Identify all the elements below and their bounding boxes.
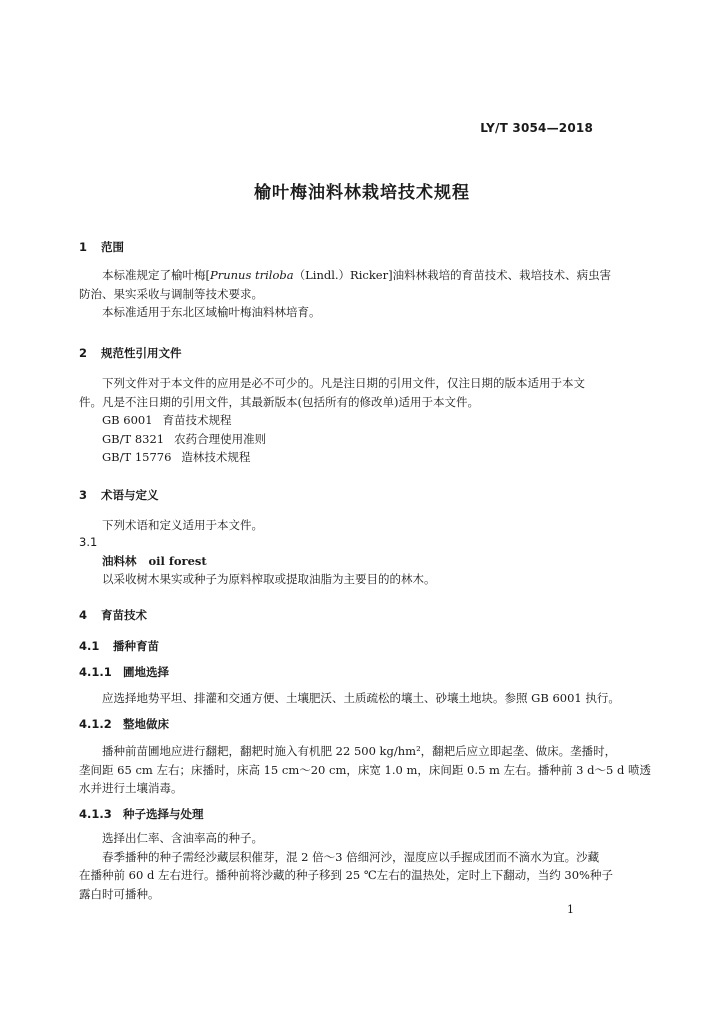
reference-code: GB 6001	[102, 413, 153, 427]
reference-title: 造林技术规程	[181, 450, 251, 464]
text-line: 件。凡是不注日期的引用文件，其最新版本(包括所有的修改单)适用于本文件。	[79, 394, 479, 409]
section-number: 2	[79, 346, 88, 360]
section-number: 3	[79, 488, 88, 502]
section-2-paragraph-1	[79, 374, 605, 411]
text-line: 应选择地势平坦、排灌和交通方便、土壤肥沃、土质疏松的壤土、砂壤土地块。参照 GB 6001 执行。	[102, 691, 620, 705]
section-number: 1	[79, 240, 88, 254]
section-number: 4	[79, 608, 88, 622]
page-number: 1	[567, 903, 574, 916]
section-4-1-heading	[79, 638, 159, 654]
term-number: 3.1	[79, 535, 98, 549]
text-line: 春季播种的种子需经沙藏层积催芽，混 2 倍～3 倍细河沙，湿度应以手握成团而不滴水为宜。沙藏	[102, 849, 600, 864]
text-line: 垄间距 65 cm 左右；床播时，床高 15 cm～20 cm，床宽 1.0 m，床间距 0.5 m 左右。播种前 3 d～5 d 喷透	[79, 762, 652, 777]
text-line: 播种前苗圃地应进行翻耙，翻耙时施入有机肥 22 500 kg/hm²，翻耙后应立即起垄、做床。垄播时，	[102, 744, 617, 758]
reference-code: GB/T 15776	[102, 450, 172, 464]
term-english: oil forest	[148, 554, 207, 568]
section-4-1-3-paragraph	[79, 829, 613, 903]
text-line: 以采收树木果实或种子为原料榨取或提取油脂为主要目的的林木。	[102, 572, 436, 586]
latin-name: Prunus triloba	[210, 268, 294, 282]
reference-title: 育苗技术规程	[162, 413, 232, 427]
section-title: 术语与定义	[101, 488, 159, 502]
section-4-1-1-paragraph	[79, 689, 620, 708]
document-title: 榆叶梅油料林栽培技术规程	[254, 183, 470, 203]
section-1-paragraph-1	[79, 266, 612, 322]
section-4-1-2-paragraph	[79, 742, 652, 798]
section-number: 4.1.1	[79, 665, 112, 679]
reference-item	[102, 431, 266, 447]
text-line: 水并进行土壤消毒。	[79, 781, 183, 795]
section-title: 播种育苗	[113, 639, 160, 653]
section-number: 4.1.3	[79, 807, 112, 821]
section-4-1-3-heading	[79, 806, 204, 822]
section-4-1-2-heading	[79, 716, 169, 732]
text-line	[79, 266, 612, 285]
section-title: 整地做床	[123, 717, 170, 731]
section-3-heading	[79, 487, 159, 503]
text-line: 本标准适用于东北区域榆叶梅油料林培育。	[102, 305, 321, 319]
reference-code: GB/T 8321	[102, 432, 165, 446]
section-2-heading	[79, 345, 182, 361]
text-line: 选择出仁率、含油率高的种子。	[102, 831, 263, 845]
term-entry	[102, 553, 207, 569]
text-fragment: （Lindl.）Ricker]油料林栽培的育苗技术、栽培技术、病虫害	[293, 268, 612, 282]
reference-item	[102, 449, 250, 465]
section-4-1-1-heading	[79, 664, 169, 680]
section-4-heading	[79, 607, 147, 623]
text-line: 下列术语和定义适用于本文件。	[102, 518, 263, 532]
text-line: 在播种前 60 d 左右进行。播种前将沙藏的种子移到 25 ℃左右的温热处，定时上下翻动，当约 30%种子	[79, 868, 613, 882]
section-title: 圃地选择	[123, 665, 170, 679]
reference-title: 农药合理使用准则	[174, 432, 267, 446]
section-number: 4.1	[79, 639, 100, 653]
text-line: 露白时可播种。	[79, 886, 160, 901]
standard-code: LY/T 3054—2018	[480, 121, 593, 135]
text-line: 防治、果实采收与调制等技术要求。	[79, 286, 263, 301]
term-definition	[79, 570, 605, 589]
section-3-paragraph-1	[79, 516, 605, 535]
section-title: 种子选择与处理	[123, 807, 204, 821]
text-line: 下列文件对于本文件的应用是必不可少的。凡是注日期的引用文件，仅注日期的版本适用于本文	[102, 376, 585, 390]
text-fragment: 本标准规定了榆叶梅[	[102, 268, 210, 282]
section-1-heading	[79, 239, 124, 255]
section-title: 育苗技术	[101, 608, 148, 622]
term-chinese: 油料林	[102, 554, 137, 568]
section-number: 4.1.2	[79, 717, 112, 731]
reference-item	[102, 412, 232, 428]
section-title: 范围	[101, 240, 125, 254]
section-title: 规范性引用文件	[101, 346, 182, 360]
